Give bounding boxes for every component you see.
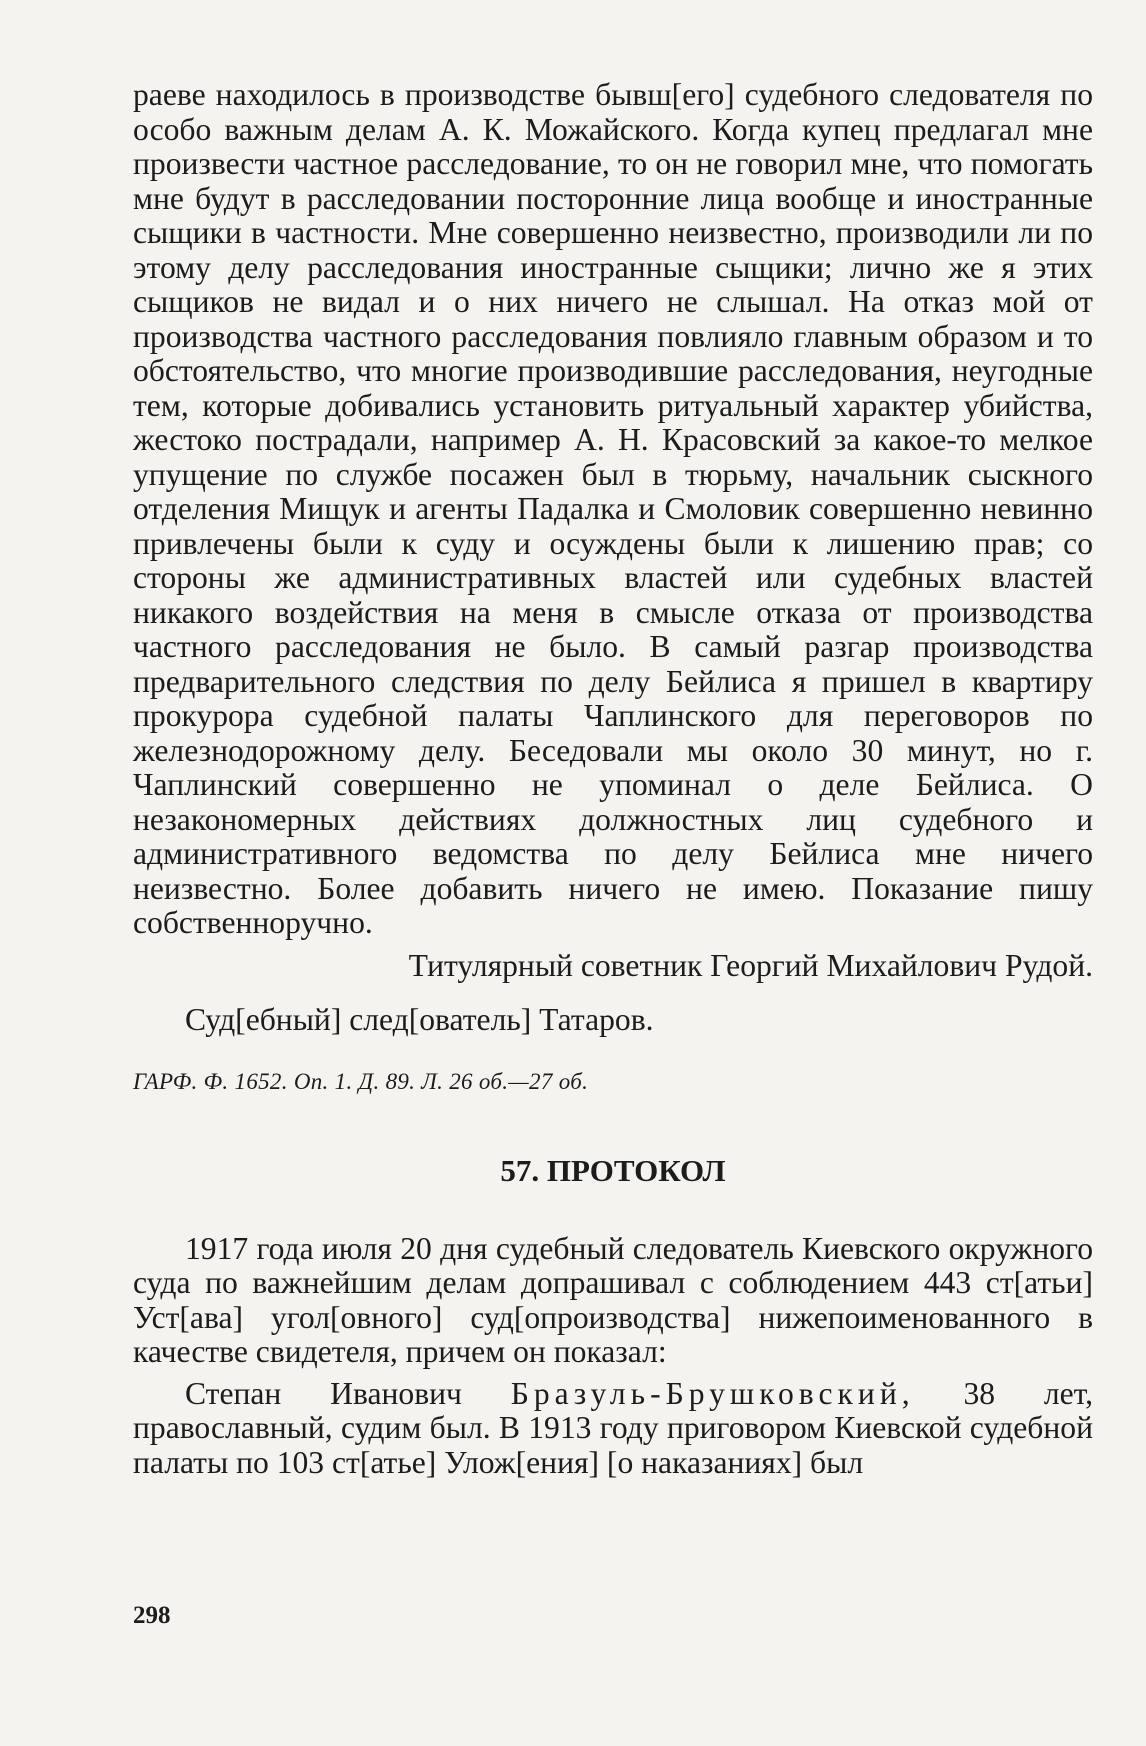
page-number: 298 (133, 1602, 171, 1629)
paragraph-testimony: раеве находилось в производстве бывш[его] судебного следователя по особо важным делам А. К. Можайского. Когда купец предлагал мне произвести частное расследование, то он не говорил мне, что помогать мне будут в расследовании посторонние лица вообще и иностранные сыщики в частности. Мне совершенно неизвестно, производили ли по этому делу расследования иностранные сыщики; лично же я этих сыщиков не видал и о них ничего не слышал. На отказ мой от производства частного расследования повлияло главным образом и то обстоятельство, что многие производившие расследования, неугодные тем, которые добивались установить ритуальный характер убийства, жестоко пострадали, например А. Н. Красовский за какое-то мелкое упущение по службе посажен был в тюрьму, начальник сыскного отделения Мищук и агенты Падалка и Смоловик совершенно невинно привлечены были к суду и осуждены были к лишению прав; со стороны же административных властей или судебных властей никакого воздействия на меня в смысле отказа от производства частного расследования не было. В самый разгар производства предварительного следствия по делу Бейлиса я пришел в квартиру прокурора судебной палаты Чаплинского для переговоров по железнодорожному делу. Беседовали мы около 30 минут, но г. Чаплинский совершенно не упоминал о деле Бейлиса. О незакономерных действиях должностных лиц судебного и административного ведомства по делу Бейлиса мне ничего неизвестно. Более добавить ничего не имею. Показание пишу собственноручно. (133, 77, 1093, 940)
witness-first-name: Степан Иванович (185, 1375, 462, 1411)
archive-reference: ГАРФ. Ф. 1652. Оп. 1. Д. 89. Л. 26 об.—27 об. (133, 1068, 589, 1094)
page-body (133, 78, 1093, 1480)
section-heading: 57. ПРОТОКОЛ (500, 1152, 726, 1188)
witness-surname: Бразуль-Брушковский, (510, 1375, 915, 1411)
paragraph-protocol-intro: 1917 года июля 20 дня судебный следователь Киевского окружного суда по важнейшим делам допрашивал с соблюдением 443 ст[атьи] Уст[ава] угол[овного] суд[опроизводства] нижепоименованного в качестве свидетеля, причем он показал: (133, 1230, 1093, 1369)
signature-investigator: Суд[ебный] след[ователь] Татаров. (185, 1002, 654, 1037)
paragraph-witness (133, 1377, 1093, 1481)
signature-witness: Титулярный советник Георгий Михайлович Рудой. (408, 947, 1093, 983)
witness-details: 38 лет, православный, судим был. В 1913 году приговором Киевской судебной палаты по 103 ст[атье] Улож[ения] [о наказаниях] был (133, 1375, 1093, 1480)
